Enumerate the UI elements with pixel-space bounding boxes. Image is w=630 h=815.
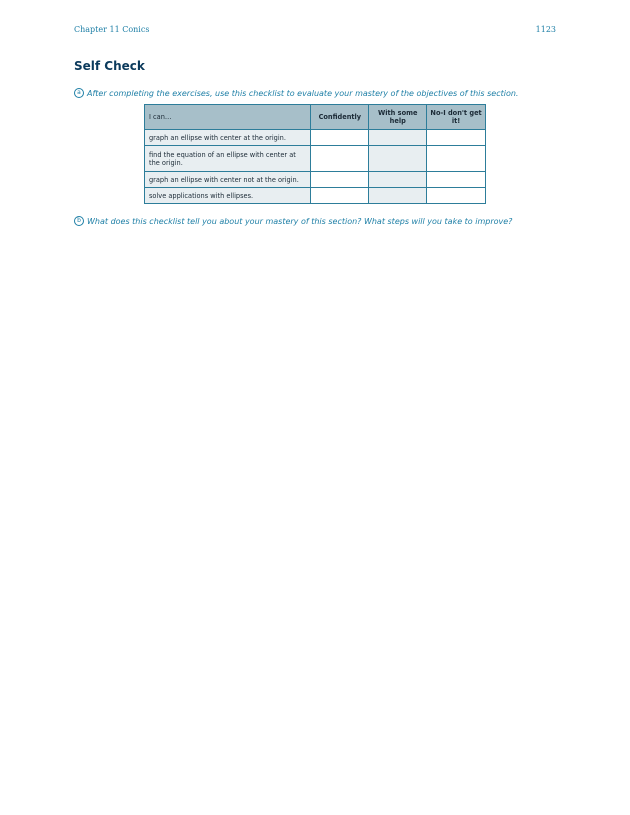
page-number: 1123 xyxy=(535,25,556,34)
confidently-cell[interactable] xyxy=(311,188,369,204)
with-some-help-cell[interactable] xyxy=(369,130,427,146)
column-header-i-can: I can… xyxy=(145,105,311,130)
with-some-help-cell[interactable] xyxy=(369,172,427,188)
confidently-cell[interactable] xyxy=(311,146,369,172)
with-some-help-cell[interactable] xyxy=(369,146,427,172)
column-header-with-some-help: With some help xyxy=(369,105,427,130)
confidently-cell[interactable] xyxy=(311,130,369,146)
no-i-dont-get-it-cell[interactable] xyxy=(427,188,486,204)
prompt-a xyxy=(74,88,518,98)
circled-letter-a-icon: a xyxy=(74,88,84,98)
no-i-dont-get-it-cell[interactable] xyxy=(427,146,486,172)
row-label: graph an ellipse with center not at the origin. xyxy=(145,172,311,188)
row-label: solve applications with ellipses. xyxy=(145,188,311,204)
prompt-b xyxy=(74,216,512,226)
section-title: Self Check xyxy=(74,59,145,73)
circled-letter-b-icon: b xyxy=(74,216,84,226)
no-i-dont-get-it-cell[interactable] xyxy=(427,130,486,146)
column-header-no-i-dont-get-it: No-I don't get it! xyxy=(427,105,486,130)
prompt-a-text: After completing the exercises, use this checklist to evaluate your mastery of the objectives of this section. xyxy=(87,88,519,98)
row-label: graph an ellipse with center at the origin. xyxy=(145,130,311,146)
table-row xyxy=(145,146,486,172)
no-i-dont-get-it-cell[interactable] xyxy=(427,172,486,188)
row-label: find the equation of an ellipse with center at the origin. xyxy=(145,146,311,172)
table-row xyxy=(145,188,486,204)
prompt-b-text: What does this checklist tell you about your mastery of this section? What steps will you take to improve? xyxy=(87,216,513,226)
with-some-help-cell[interactable] xyxy=(369,188,427,204)
chapter-title: Chapter 11 Conics xyxy=(74,25,150,34)
confidently-cell[interactable] xyxy=(311,172,369,188)
table-row xyxy=(145,130,486,146)
column-header-confidently: Confidently xyxy=(311,105,369,130)
table-row xyxy=(145,172,486,188)
self-check-table xyxy=(144,104,486,204)
running-header xyxy=(74,25,556,34)
table-header-row xyxy=(145,105,486,130)
